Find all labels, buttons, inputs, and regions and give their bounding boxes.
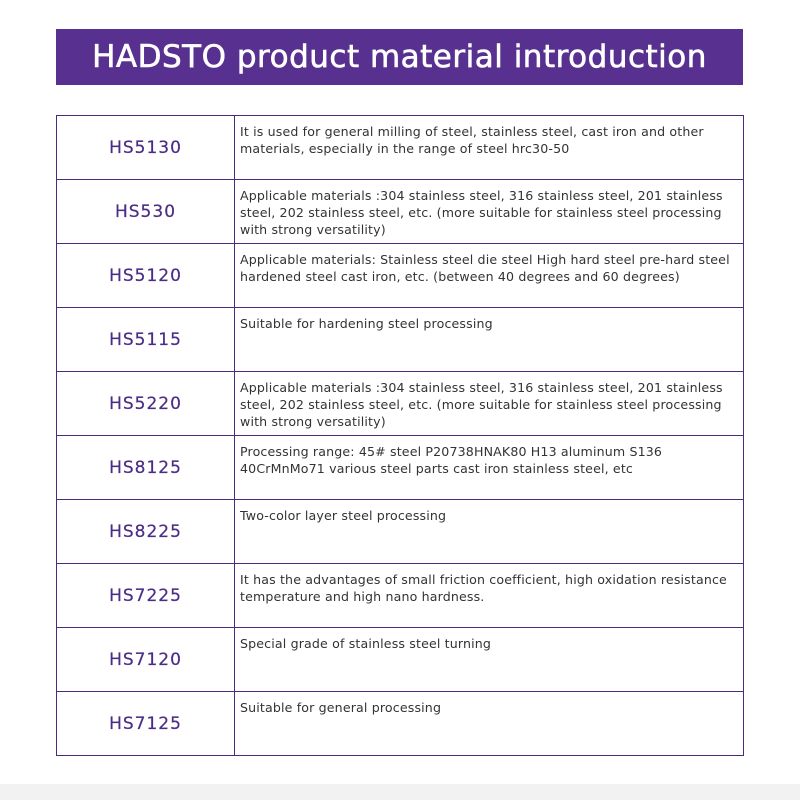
title-banner (56, 29, 743, 85)
table-row (57, 372, 744, 436)
table-row (57, 436, 744, 500)
table-row (57, 116, 744, 180)
table-row (57, 180, 744, 244)
model-code-cell: HS7120 (57, 628, 235, 692)
table-row (57, 564, 744, 628)
model-description-cell: Suitable for general processing (235, 692, 744, 756)
model-description-cell: Processing range: 45# steel P20738HNAK80 H13 aluminum S136 40CrMnMo71 various steel parts cast iron stainless steel, etc (235, 436, 744, 500)
model-code-cell: HS530 (57, 180, 235, 244)
material-table (56, 115, 744, 756)
model-description-cell: Suitable for hardening steel processing (235, 308, 744, 372)
model-code-cell: HS8125 (57, 436, 235, 500)
model-code-cell: HS5120 (57, 244, 235, 308)
page-title: HADSTO product material introduction (92, 39, 707, 75)
model-code-cell: HS7125 (57, 692, 235, 756)
table-row (57, 308, 744, 372)
model-code-cell: HS8225 (57, 500, 235, 564)
table-row (57, 692, 744, 756)
table-row (57, 628, 744, 692)
model-code-cell: HS5130 (57, 116, 235, 180)
model-code-cell: HS5220 (57, 372, 235, 436)
bottom-strip (0, 784, 800, 800)
model-description-cell: Special grade of stainless steel turning (235, 628, 744, 692)
model-code-cell: HS5115 (57, 308, 235, 372)
table-row (57, 244, 744, 308)
model-description-cell: It has the advantages of small friction coefficient, high oxidation resistance temperature and high nano hardness. (235, 564, 744, 628)
model-description-cell: It is used for general milling of steel, stainless steel, cast iron and other materials, especially in the range of steel hrc30-50 (235, 116, 744, 180)
model-description-cell: Applicable materials :304 stainless steel, 316 stainless steel, 201 stainless steel, 202 stainless steel, etc. (more suitable for stainless steel processing with strong versatility) (235, 372, 744, 436)
model-code-cell: HS7225 (57, 564, 235, 628)
model-description-cell: Applicable materials :304 stainless steel, 316 stainless steel, 201 stainless steel, 202 stainless steel, etc. (more suitable for stainless steel processing with strong versatility) (235, 180, 744, 244)
model-description-cell: Applicable materials: Stainless steel die steel High hard steel pre-hard steel hardened steel cast iron, etc. (between 40 degrees and 60 degrees) (235, 244, 744, 308)
table-row (57, 500, 744, 564)
model-description-cell: Two-color layer steel processing (235, 500, 744, 564)
